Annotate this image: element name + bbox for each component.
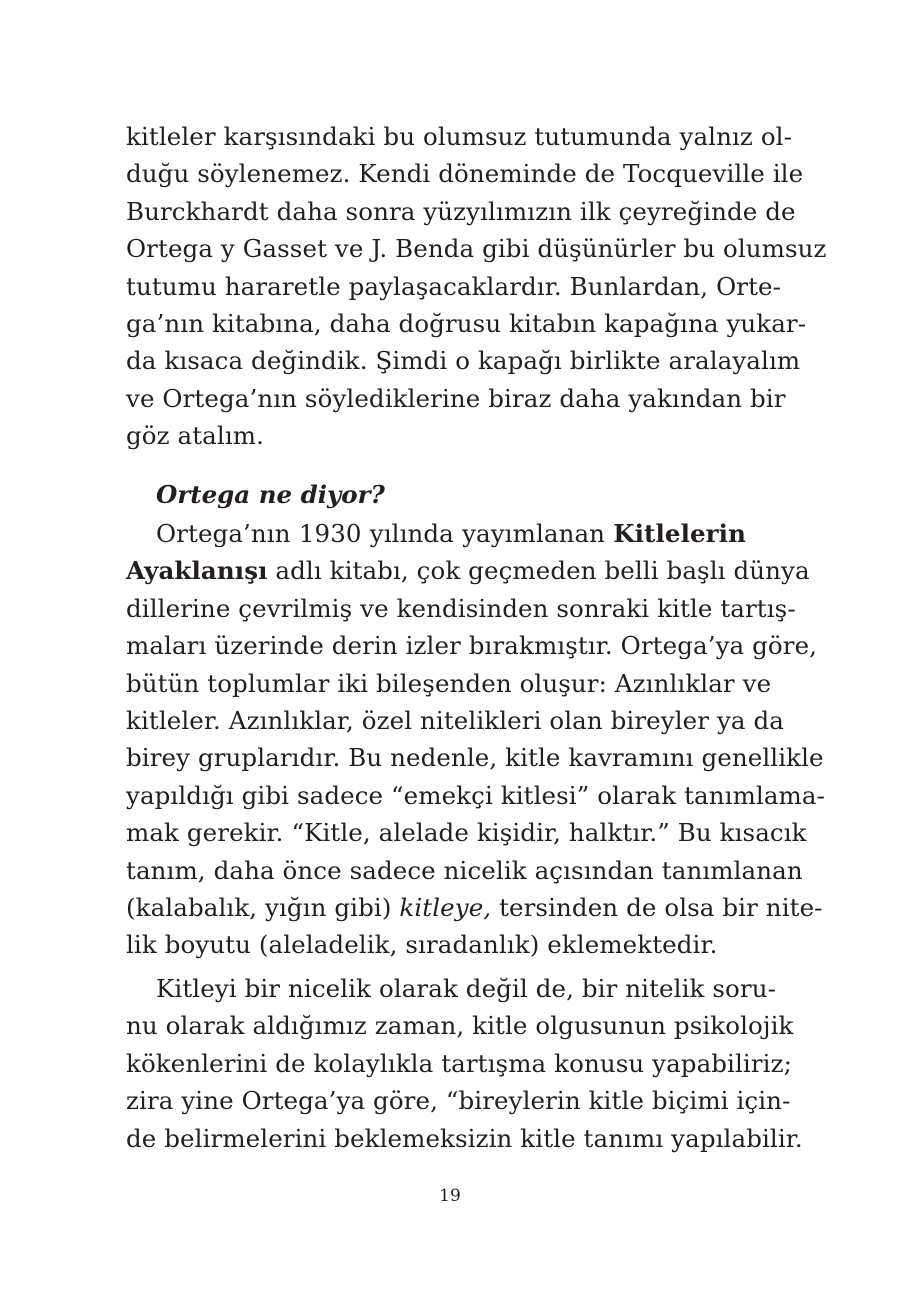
page-number: 19 — [439, 1186, 461, 1206]
text-run: adlı kitabı, çok geçmeden belli başlı dünya — [267, 556, 810, 586]
text-line: ga’nın kitabına, daha doğrusu kitabın kapağına yukar- — [126, 308, 807, 338]
text-line: de belirmelerini beklemeksizin kitle tanımı yapılabilir. — [126, 1123, 803, 1153]
text-line: ve Ortega’nın söylediklerine biraz daha yakından bir — [126, 383, 786, 413]
text-line — [126, 552, 810, 589]
paragraph-2 — [126, 515, 825, 964]
text-line: dillerine çevrilmiş ve kendisinden sonraki kitle tartış- — [126, 593, 796, 623]
book-title: Ayaklanışı — [126, 556, 268, 586]
text-line: tanım, daha önce sadece nicelik açısından tanımlanan — [126, 855, 803, 885]
text-line — [126, 889, 823, 926]
paragraph-3 — [126, 970, 803, 1157]
text-line: tutumu hararetle paylaşacaklardır. Bunlardan, Orte- — [126, 271, 782, 301]
text-line: kökenlerini de kolaylıkla tartışma konusu yapabiliriz; — [126, 1048, 792, 1078]
text-line: kitleler. Azınlıklar, özel nitelikleri olan bireyler ya da — [126, 705, 784, 735]
paragraph-1 — [126, 118, 827, 455]
section-heading: Ortega ne diyor? — [156, 480, 385, 509]
text-line: bütün toplumlar iki bileşenden oluşur: Azınlıklar ve — [126, 668, 772, 698]
emphasis: kitleye, — [399, 892, 492, 922]
text-run: (kalabalık, yığın gibi) — [126, 892, 400, 922]
text-line: maları üzerinde derin izler bırakmıştır. Ortega’ya göre, — [126, 631, 818, 661]
text-line: da kısaca değindik. Şimdi o kapağı birlikte aralayalım — [126, 346, 801, 376]
text-line: birey gruplarıdır. Bu nedenle, kitle kavramını genellikle — [126, 743, 824, 773]
text-line: yapıldığı gibi sadece “emekçi kitlesi” olarak tanımlama- — [126, 780, 825, 810]
text-line: lik boyutu (aleladelik, sıradanlık) eklemektedir. — [126, 930, 718, 960]
book-title: Kitlelerin — [613, 519, 746, 548]
text-run: Ortega’nın 1930 yılında yayımlanan — [156, 519, 614, 548]
text-run: tersinden de olsa bir nite- — [491, 892, 823, 922]
text-line: göz atalım. — [126, 421, 264, 451]
text-line: Ortega y Gasset ve J. Benda gibi düşünürler bu olumsuz — [126, 234, 827, 264]
text-line: kitleler karşısındaki bu olumsuz tutumunda yalnız ol- — [126, 122, 792, 151]
text-line — [126, 515, 746, 552]
text-line: Burckhardt daha sonra yüzyılımızın ilk çeyreğinde de — [126, 196, 796, 226]
text-line: zira yine Ortega’ya göre, “bireylerin kitle biçimi için- — [126, 1086, 791, 1116]
text-line: Kitleyi bir nicelik olarak değil de, bir nitelik soru- — [156, 974, 776, 1003]
text-line: mak gerekir. “Kitle, alelade kişidir, halktır.” Bu kısacık — [126, 818, 807, 848]
text-line: duğu söylenemez. Kendi döneminde de Tocqueville ile — [126, 159, 804, 189]
text-line: nu olarak aldığımız zaman, kitle olgusunun psikolojik — [126, 1011, 794, 1041]
